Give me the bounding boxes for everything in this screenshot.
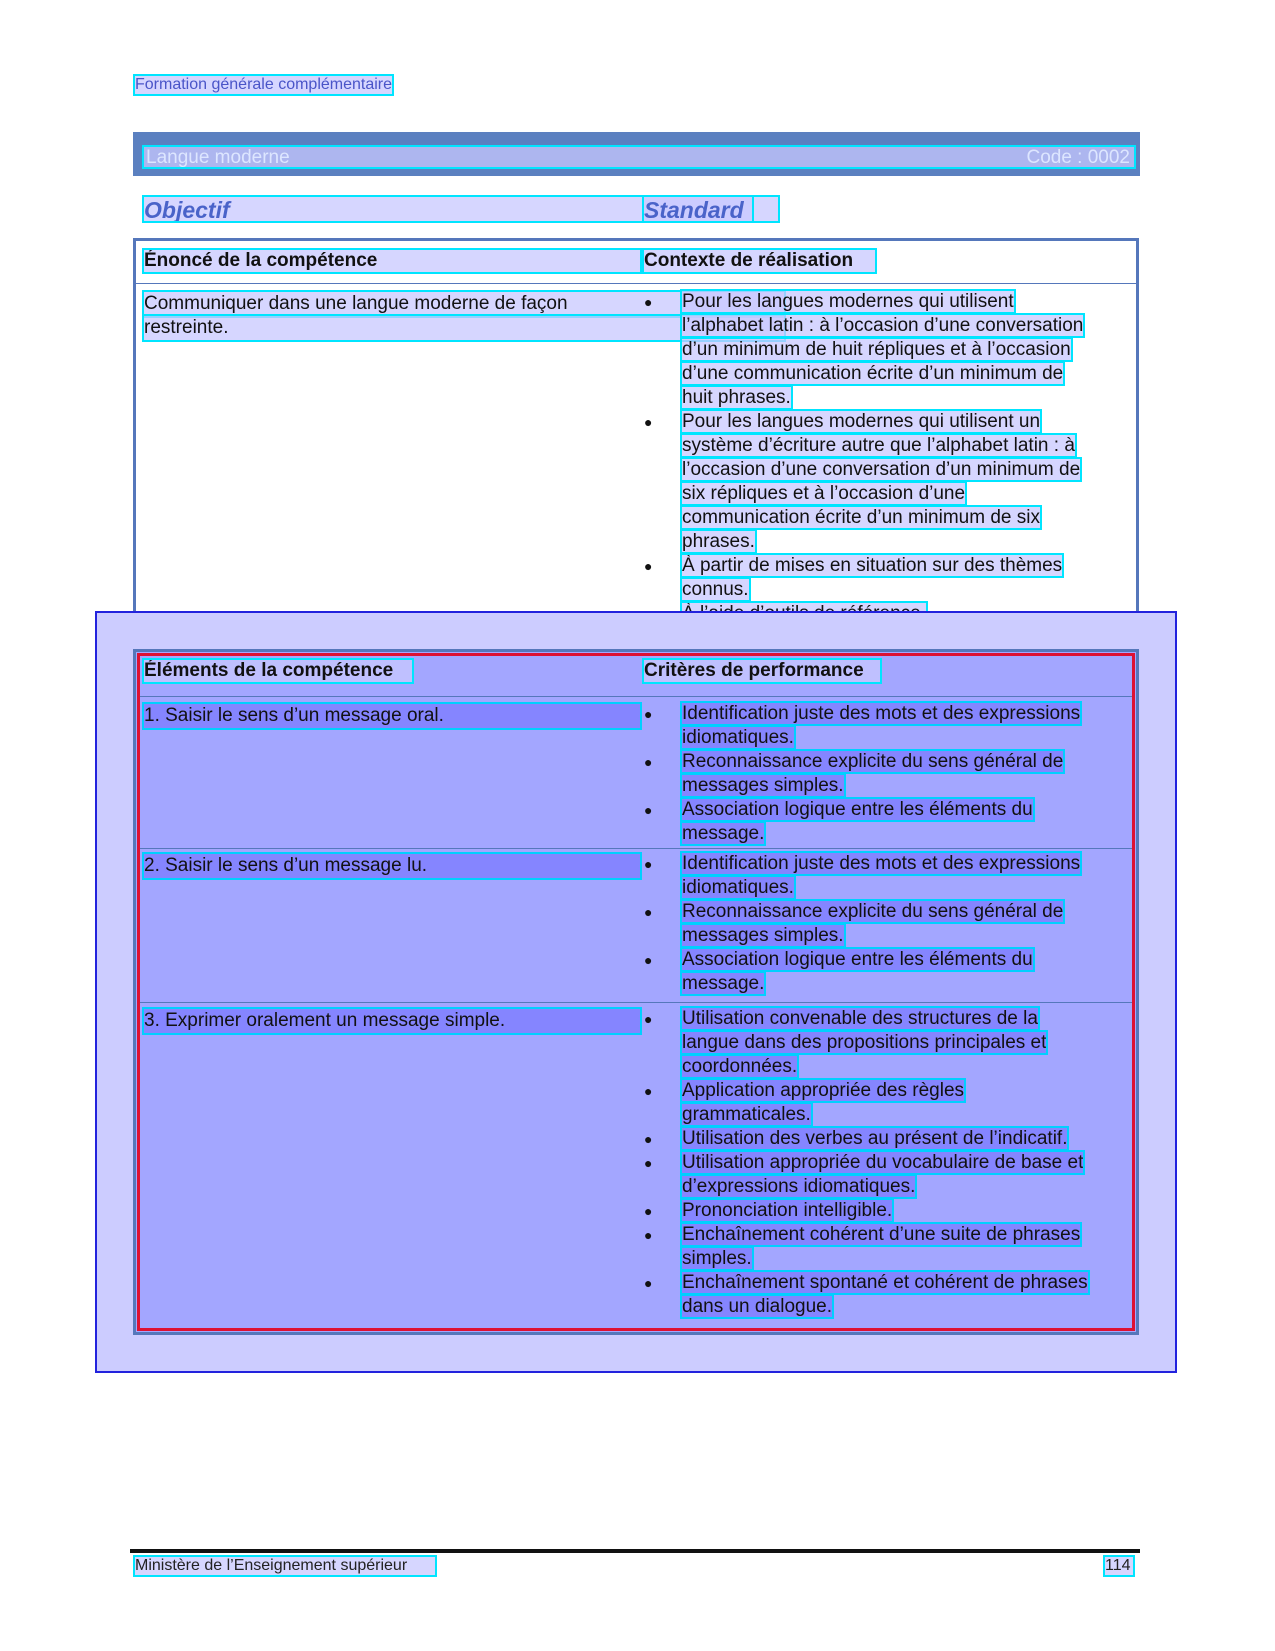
criterion-line: d’expressions idiomatiques.	[682, 1176, 916, 1197]
criterion-line: message.	[682, 823, 765, 844]
criterion-line: idiomatiques.	[682, 727, 794, 748]
criterion-item	[644, 1007, 1124, 1079]
contexte-line: système d’écriture autre que l’alphabet latin : à	[682, 435, 1075, 456]
competence-right-header: Contexte de réalisation	[644, 250, 875, 272]
course-title: Langue moderne	[146, 147, 290, 168]
statement-line: restreinte.	[144, 316, 784, 340]
competence-left-header: Énoncé de la compétence	[144, 250, 640, 272]
objectif-heading: Objectif	[144, 197, 778, 221]
criterion-line: Reconnaissance explicite du sens général de	[682, 901, 1064, 922]
criterion-line: langue dans des propositions principales et	[682, 1032, 1047, 1053]
criterion-line: grammaticales.	[682, 1104, 811, 1125]
criterion-line: messages simples.	[682, 925, 844, 946]
criteria-list	[644, 1007, 1124, 1319]
contexte-line: À partir de mises en situation sur des thèmes	[682, 555, 1063, 576]
criterion-line: Identification juste des mots et des expressions	[682, 853, 1081, 874]
criterion-line: idiomatiques.	[682, 877, 794, 898]
running-head: Formation générale complémentaire	[135, 76, 393, 93]
criterion-item	[644, 1079, 1124, 1127]
contexte-item	[644, 410, 1124, 554]
performance-right-header: Critères de performance	[644, 660, 880, 682]
contexte-line: communication écrite d’un minimum de six	[682, 507, 1040, 528]
contexte-line: six répliques et à l’occasion d’une	[682, 483, 966, 504]
bullet-icon: ●	[644, 1203, 653, 1219]
bullet-icon: ●	[644, 414, 653, 430]
contexte-item	[644, 554, 1124, 602]
criterion-line: Enchaînement cohérent d’une suite de phrases	[682, 1224, 1081, 1245]
bullet-icon: ●	[644, 1227, 653, 1243]
bullet-icon: ●	[644, 856, 653, 872]
criterion-line: Association logique entre les éléments du	[682, 949, 1033, 970]
footer-rule	[130, 1549, 1140, 1553]
criterion-line: Application appropriée des règles	[682, 1080, 965, 1101]
element-label-text: 1. Saisir le sens d’un message oral.	[144, 704, 640, 728]
course-title-row	[144, 147, 1134, 167]
criterion-line: Enchaînement spontané et cohérent de phrases	[682, 1272, 1088, 1293]
bullet-icon: ●	[644, 952, 653, 968]
contexte-line: Pour les langues modernes qui utilisent un	[682, 411, 1041, 432]
criterion-line: coordonnées.	[682, 1056, 798, 1077]
bullet-icon: ●	[644, 1155, 653, 1171]
bullet-icon: ●	[644, 1275, 653, 1291]
bullet-icon: ●	[644, 1011, 653, 1027]
bullet-icon: ●	[644, 558, 653, 574]
element-label	[144, 704, 640, 728]
criterion-item	[644, 750, 1124, 798]
contexte-line: l’occasion d’une conversation d’un minimum de	[682, 459, 1081, 480]
contexte-item	[644, 290, 1124, 410]
contexte-line: l’alphabet latin : à l’occasion d’une conversation	[682, 315, 1084, 336]
criterion-item	[644, 798, 1124, 846]
element-label	[144, 1009, 640, 1033]
criteria-list	[644, 702, 1124, 846]
bullet-icon: ●	[644, 754, 653, 770]
page-number: 114	[1105, 1557, 1133, 1575]
competence-header-divider	[136, 283, 1136, 284]
criterion-item	[644, 1151, 1124, 1199]
contexte-line: connus.	[682, 579, 749, 600]
bullet-icon: ●	[644, 802, 653, 818]
bullet-icon: ●	[644, 706, 653, 722]
contexte-line: phrases.	[682, 531, 755, 552]
bullet-icon: ●	[644, 1083, 653, 1099]
standard-heading: Standard	[644, 197, 752, 221]
criterion-item	[644, 1199, 1124, 1223]
criterion-line: Utilisation des verbes au présent de l’indicatif.	[682, 1128, 1068, 1149]
performance-left-header: Éléments de la compétence	[144, 660, 412, 682]
bullet-icon: ●	[644, 294, 653, 310]
bullet-icon: ●	[644, 1131, 653, 1147]
contexte-line: d’un minimum de huit répliques et à l’occasion	[682, 339, 1071, 360]
criterion-line: Utilisation convenable des structures de la	[682, 1008, 1038, 1029]
criterion-item	[644, 1127, 1124, 1151]
contexte-line: d’une communication écrite d’un minimum de	[682, 363, 1064, 384]
criterion-line: Prononciation intelligible.	[682, 1200, 893, 1221]
criterion-item	[644, 900, 1124, 948]
criterion-item	[644, 948, 1124, 996]
criterion-line: messages simples.	[682, 775, 844, 796]
criterion-line: message.	[682, 973, 765, 994]
footer-ministry: Ministère de l’Enseignement supérieur	[135, 1557, 435, 1575]
criterion-item	[644, 852, 1124, 900]
criterion-line: Association logique entre les éléments du	[682, 799, 1033, 820]
element-label	[144, 854, 640, 878]
contexte-list	[644, 290, 1124, 626]
criterion-line: Reconnaissance explicite du sens général de	[682, 751, 1064, 772]
contexte-line: huit phrases.	[682, 387, 791, 408]
course-code: Code : 0002	[1026, 147, 1130, 168]
criterion-line: simples.	[682, 1248, 752, 1269]
criterion-line: Identification juste des mots et des expressions	[682, 703, 1081, 724]
element-label-text: 2. Saisir le sens d’un message lu.	[144, 854, 640, 878]
contexte-line: Pour les langues modernes qui utilisent	[682, 291, 1014, 312]
criterion-item	[644, 1271, 1124, 1319]
element-label-text: 3. Exprimer oralement un message simple.	[144, 1009, 640, 1033]
criterion-line: Utilisation appropriée du vocabulaire de base et	[682, 1152, 1084, 1173]
criteria-list	[644, 852, 1124, 996]
criterion-line: dans un dialogue.	[682, 1296, 833, 1317]
bullet-icon: ●	[644, 904, 653, 920]
criterion-item	[644, 1223, 1124, 1271]
statement-line: Communiquer dans une langue moderne de façon	[144, 292, 784, 316]
criterion-item	[644, 702, 1124, 750]
